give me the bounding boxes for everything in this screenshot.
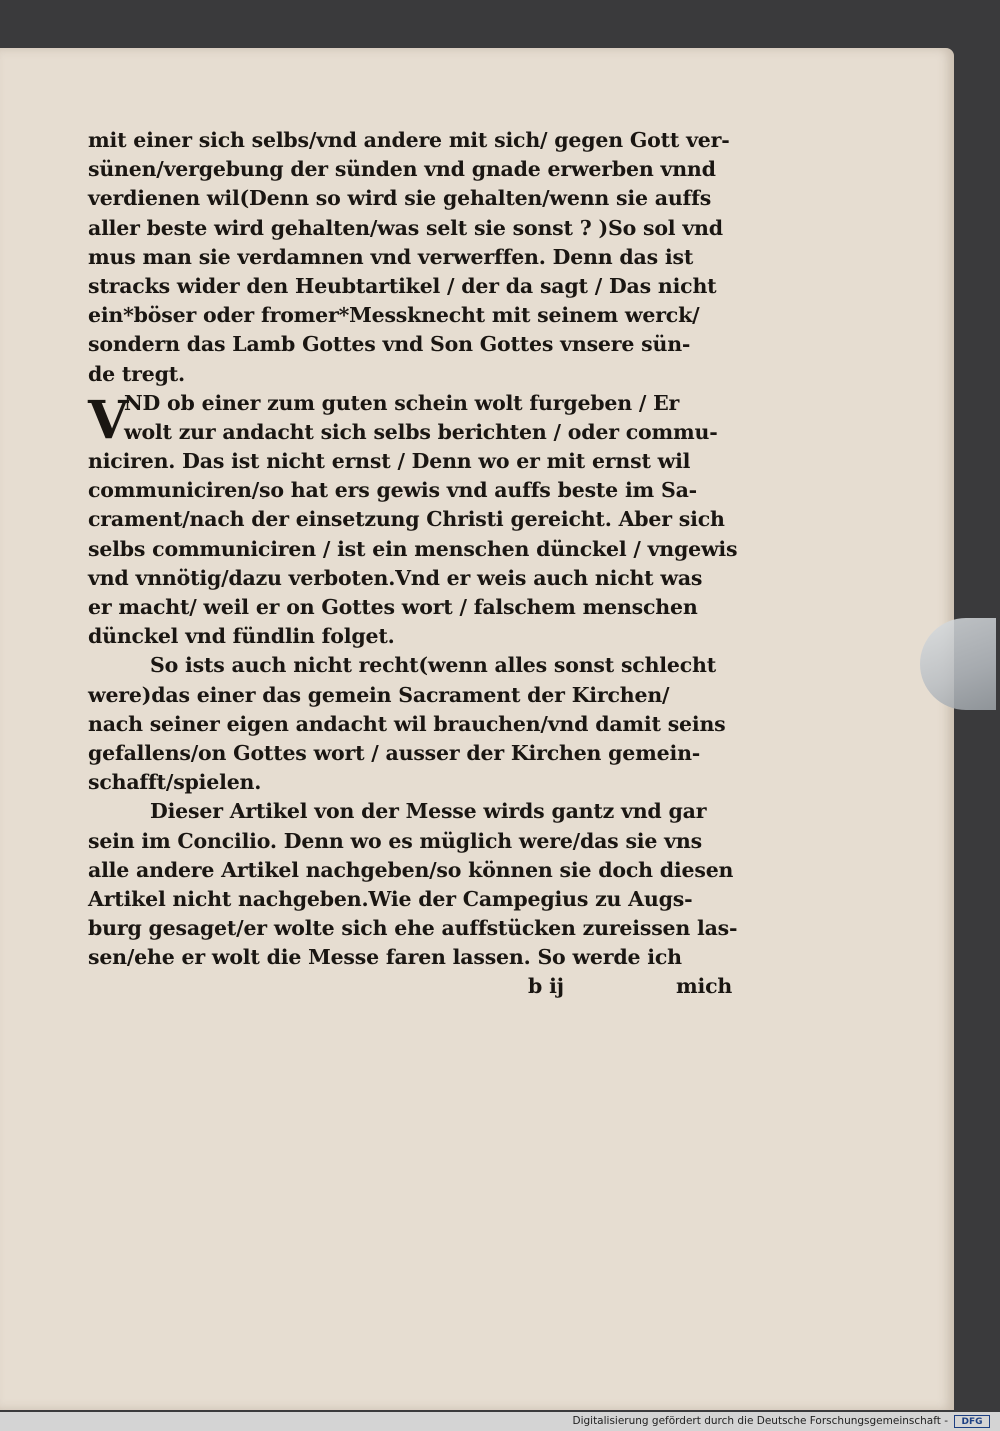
- text-line: sondern das Lamb Gottes vnd Son Gottes vnsere sün-: [88, 332, 691, 357]
- text-line: ND ob einer zum guten schein wolt furgeben / Er: [124, 390, 680, 415]
- catchword: mich: [676, 974, 733, 999]
- text-line: mit einer sich selbs/vnd andere mit sich/ gegen Gott ver-: [88, 128, 730, 152]
- dfg-logo: DFG: [954, 1415, 990, 1428]
- text-line: wolt zur andacht sich selbs berichten / oder commu-: [124, 419, 718, 444]
- text-line: stracks wider den Heubtartikel / der da sagt / Das nicht: [88, 273, 717, 298]
- footer-bar: [0, 1412, 1000, 1431]
- text-line: nach seiner eigen andacht wil brauchen/vnd damit seins: [88, 711, 726, 736]
- text-line: sein im Concilio. Denn wo es müglich were/das sie vns: [88, 828, 702, 853]
- signature-line: [88, 972, 748, 1001]
- text-line: mus man sie verdamnen vnd verwerffen. Denn das ist: [88, 244, 694, 269]
- page-text: [88, 126, 748, 1002]
- signature-mark: b ij: [528, 974, 564, 999]
- funding-notice: Digitalisierung gefördert durch die Deutsche Forschungsgemeinschaft -: [572, 1415, 948, 1427]
- text-line: were)das einer das gemein Sacrament der Kirchen/: [88, 682, 670, 707]
- text-line: de tregt.: [88, 361, 185, 386]
- text-line: gefallens/on Gottes wort / ausser der Kirchen gemein-: [88, 740, 701, 765]
- text-line: sen/ehe er wolt die Messe faren lassen. So werde ich: [88, 945, 682, 970]
- text-line: verdienen wil(Denn so wird sie gehalten/wenn sie auffs: [88, 186, 712, 211]
- text-line: aller beste wird gehalten/was selt sie sonst ? )So sol vnd: [88, 215, 723, 240]
- drop-cap-initial: V: [88, 389, 129, 451]
- text-line: vnd vnnötig/dazu verboten.Vnd er weis auch nicht was: [88, 565, 703, 590]
- text-line: Dieser Artikel von der Messe wirds gantz vnd gar: [150, 799, 707, 824]
- text-line: ein*böser oder fromer*Messknecht mit seinem werck/: [88, 303, 700, 328]
- text-line: sünen/vergebung der sünden vnd gnade erwerben vnnd: [88, 157, 716, 182]
- text-line: burg gesaget/er wolte sich ehe auffstücken zureissen las-: [88, 916, 738, 941]
- text-line: selbs communiciren / ist ein menschen dünckel / vngewis: [88, 536, 738, 561]
- text-line: er macht/ weil er on Gottes wort / falschem menschen: [88, 595, 698, 619]
- text-line: So ists auch nicht recht(wenn alles sonst schlecht: [150, 653, 716, 678]
- text-line: dünckel vnd fündlin folget.: [88, 624, 395, 649]
- text-line: crament/nach der einsetzung Christi gereicht. Aber sich: [88, 507, 725, 532]
- text-line: schafft/spielen.: [88, 770, 262, 795]
- text-line: communiciren/so hat ers gewis vnd auffs beste im Sa-: [88, 478, 697, 503]
- text-line: alle andere Artikel nachgeben/so können sie doch diesen: [88, 857, 734, 882]
- text-line: Artikel nicht nachgeben.Wie der Campegius zu Augs-: [88, 886, 693, 911]
- text-line: niciren. Das ist nicht ernst / Denn wo er mit ernst wil: [88, 449, 691, 474]
